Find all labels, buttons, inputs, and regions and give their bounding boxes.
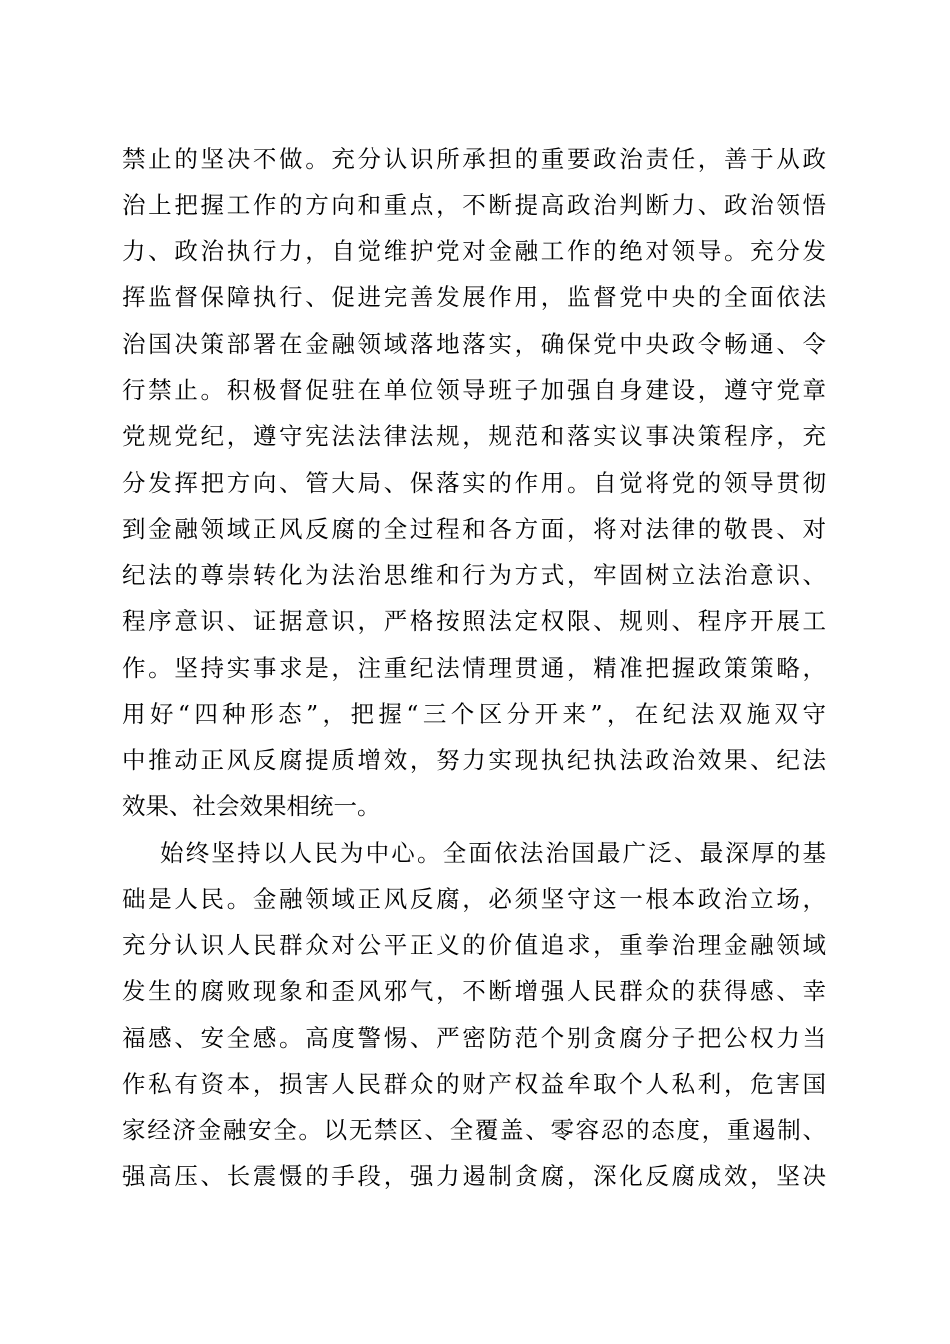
text-line: 程序意识、证据意识，严格按照法定权限、规则、程序开展工: [122, 607, 826, 635]
text-line: 治上把握工作的方向和重点，不断提高政治判断力、政治领悟: [122, 191, 826, 219]
text-line: 分发挥把方向、管大局、保落实的作用。自觉将党的领导贯彻: [122, 469, 826, 497]
text-line: 禁止的坚决不做。充分认识所承担的重要政治责任，善于从政: [122, 145, 826, 173]
text-line: 效果、社会效果相统一。: [122, 792, 381, 820]
text-line: 用好“四种形态”，把握“三个区分开来”，在纪法双施双守: [122, 700, 826, 728]
text-line: 福感、安全感。高度警惕、严密防范个别贪腐分子把公权力当: [122, 1024, 826, 1052]
text-line: 到金融领域正风反腐的全过程和各方面，将对法律的敬畏、对: [122, 515, 826, 543]
text-line: 作。坚持实事求是，注重纪法情理贯通，精准把握政策策略，: [122, 654, 826, 682]
text-line: 治国决策部署在金融领域落地落实，确保党中央政令畅通、令: [122, 330, 826, 358]
text-line: 始终坚持以人民为中心。全面依法治国最广泛、最深厚的基: [160, 839, 826, 867]
text-line: 力、政治执行力，自觉维护党对金融工作的绝对领导。充分发: [122, 237, 826, 265]
text-line: 挥监督保障执行、促进完善发展作用，监督党中央的全面依法: [122, 283, 826, 311]
text-line: 作私有资本，损害人民群众的财产权益牟取个人私利，危害国: [122, 1070, 826, 1098]
text-line: 发生的腐败现象和歪风邪气，不断增强人民群众的获得感、幸: [122, 977, 826, 1005]
text-line: 础是人民。金融领域正风反腐，必须坚守这一根本政治立场，: [122, 885, 826, 913]
text-line: 纪法的尊崇转化为法治思维和行为方式，牢固树立法治意识、: [122, 561, 826, 589]
text-line: 充分认识人民群众对公平正义的价值追求，重拳治理金融领域: [122, 931, 826, 959]
text-line: 强高压、长震慑的手段，强力遏制贪腐，深化反腐成效，坚决: [122, 1162, 826, 1190]
text-line: 党规党纪，遵守宪法法律法规，规范和落实议事决策程序，充: [122, 422, 826, 450]
text-line: 家经济金融安全。以无禁区、全覆盖、零容忍的态度，重遏制、: [122, 1116, 826, 1144]
text-line: 行禁止。积极督促驻在单位领导班子加强自身建设，遵守党章: [122, 376, 826, 404]
text-line: 中推动正风反腐提质增效，努力实现执纪执法政治效果、纪法: [122, 746, 826, 774]
